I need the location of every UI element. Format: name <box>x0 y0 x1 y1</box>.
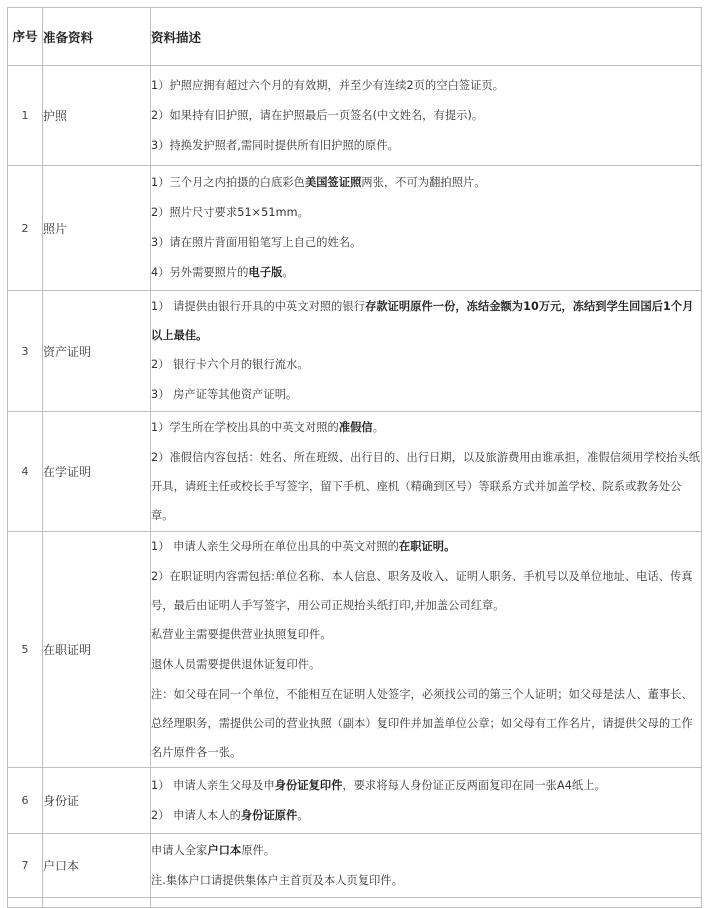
header-desc: 资料描述 <box>151 8 702 66</box>
desc-line: 3）请在照片背面用铅笔写上自己的姓名。 <box>151 236 362 249</box>
material-name: 在职证明 <box>43 532 151 768</box>
material-description <box>151 532 702 768</box>
desc-emphasis: 准假信 <box>338 421 373 434</box>
desc-line: 3）持换发护照者,需同时提供所有旧护照的原件。 <box>151 138 399 152</box>
table-row <box>8 291 702 412</box>
desc-line: 1）护照应拥有超过六个月的有效期，并至少有连续2页的空白签证页。 <box>151 78 505 92</box>
row-number: 3 <box>8 291 43 412</box>
desc-emphasis: 电子版 <box>248 266 283 279</box>
header-no: 序号 <box>8 8 43 66</box>
desc-emphasis: 在职证明 <box>398 540 445 553</box>
desc-line <box>151 532 701 562</box>
desc-line: 2） 银行卡六个月的银行流水。 <box>151 358 309 371</box>
material-description <box>151 166 702 291</box>
desc-line <box>151 168 701 198</box>
table-row <box>8 834 702 898</box>
material-name <box>43 898 151 908</box>
desc-emphasis: 身份证复印件 <box>274 778 343 792</box>
material-name: 户口本 <box>43 834 151 898</box>
desc-text: 。 <box>372 421 384 434</box>
desc-line <box>151 801 701 831</box>
row-number: 7 <box>8 834 43 898</box>
desc-text: 4）另外需要照片的 <box>151 266 249 279</box>
material-description <box>151 834 702 898</box>
header-name: 准备资料 <box>43 8 151 66</box>
row-number: 4 <box>8 412 43 532</box>
desc-line: 3） 房产证等其他资产证明。 <box>151 388 298 401</box>
row-number: 1 <box>8 66 43 166</box>
material-name: 照片 <box>43 166 151 291</box>
desc-line <box>151 836 701 866</box>
material-description <box>151 66 702 166</box>
desc-text: 原件。 <box>241 843 276 857</box>
desc-line: 2）准假信内容包括：姓名、所在班级、出行目的、出行日期，以及旅游费用由谁承担，准假信须用学校抬头纸开具，请班主任或校长手写签字，留下手机、座机（精确到区号）等联系方式并加盖学校、院系或教务处公章。 <box>151 451 701 522</box>
row-number: 5 <box>8 532 43 768</box>
desc-text: ，要求将每人身份证正反两面复印在同一张A4纸上。 <box>342 778 606 792</box>
desc-line: 2）照片尺寸要求51×51mm。 <box>151 206 309 219</box>
desc-text: 申请人全家 <box>151 843 208 857</box>
material-description <box>151 291 702 412</box>
material-name: 资产证明 <box>43 291 151 412</box>
desc-emphasis: 美国签证照 <box>304 176 362 189</box>
desc-line <box>151 413 701 443</box>
desc-line: 2）在职证明内容需包括:单位名称、本人信息、职务及收入、证明人职务、手机号以及单位地址、电话、传真号，最后由证明人手写签字，用公司正规抬头纸打印,并加盖公司红章。 <box>151 570 693 612</box>
desc-text: 2） 申请人本人的 <box>151 808 241 822</box>
requirements-table <box>7 7 702 908</box>
material-name: 护照 <box>43 66 151 166</box>
desc-line: 注：如父母在同一个单位，不能相互在证明人处签字，必须找公司的第三个人证明；如父母是法人、董事长、总经理职务，需提供公司的营业执照（副本）复印件并加盖单位公章；如父母有工作名片，请提供父母的工作名片原件各一张。 <box>151 688 693 759</box>
table-row <box>8 412 702 532</box>
desc-line: 2）如果持有旧护照，请在护照最后一页签名(中文姓名，有提示)。 <box>151 108 484 122</box>
material-description <box>151 898 702 908</box>
desc-line <box>151 258 701 288</box>
desc-text: 1） 申请人亲生父母及申 <box>151 778 275 792</box>
table-row <box>8 166 702 291</box>
desc-text: 1） 请提供由银行开具的中英文对照的银行 <box>151 300 366 313</box>
table-row <box>8 66 702 166</box>
desc-emphasis: 。 <box>196 329 208 342</box>
material-description <box>151 412 702 532</box>
desc-line: 退休人员需要提供退休证复印件。 <box>151 658 321 671</box>
desc-emphasis: 。 <box>444 540 456 553</box>
table-row <box>8 898 702 908</box>
material-name: 身份证 <box>43 768 151 834</box>
row-number: 2 <box>8 166 43 291</box>
desc-emphasis: 户口本 <box>207 843 242 857</box>
material-name: 在学证明 <box>43 412 151 532</box>
table-row <box>8 532 702 768</box>
desc-line: 注.集体户口请提供集体户主首页及本人页复印件。 <box>151 873 403 887</box>
desc-text: 。 <box>282 266 294 279</box>
header-row <box>8 8 702 66</box>
row-number: 6 <box>8 768 43 834</box>
desc-text: 1） 申请人亲生父母所在单位出具的中英文对照的 <box>151 540 399 553</box>
desc-line <box>151 292 701 350</box>
table-row <box>8 768 702 834</box>
desc-text: 两张，不可为翻拍照片。 <box>361 176 486 189</box>
desc-line: 私营业主需要提供营业执照复印件。 <box>151 628 332 641</box>
material-description <box>151 768 702 834</box>
row-number <box>8 898 43 908</box>
desc-emphasis: 存款证明原件一份，冻结金额为10万元，冻结到学生回国后1个月以上最佳 <box>151 300 694 342</box>
desc-text: 1）学生所在学校出具的中英文对照的 <box>151 421 339 434</box>
desc-emphasis: 身份证原件 <box>240 808 298 822</box>
desc-text: 1）三个月之内拍摄的白底彩色 <box>151 176 305 189</box>
desc-text: 。 <box>297 808 309 822</box>
desc-line <box>151 771 701 801</box>
